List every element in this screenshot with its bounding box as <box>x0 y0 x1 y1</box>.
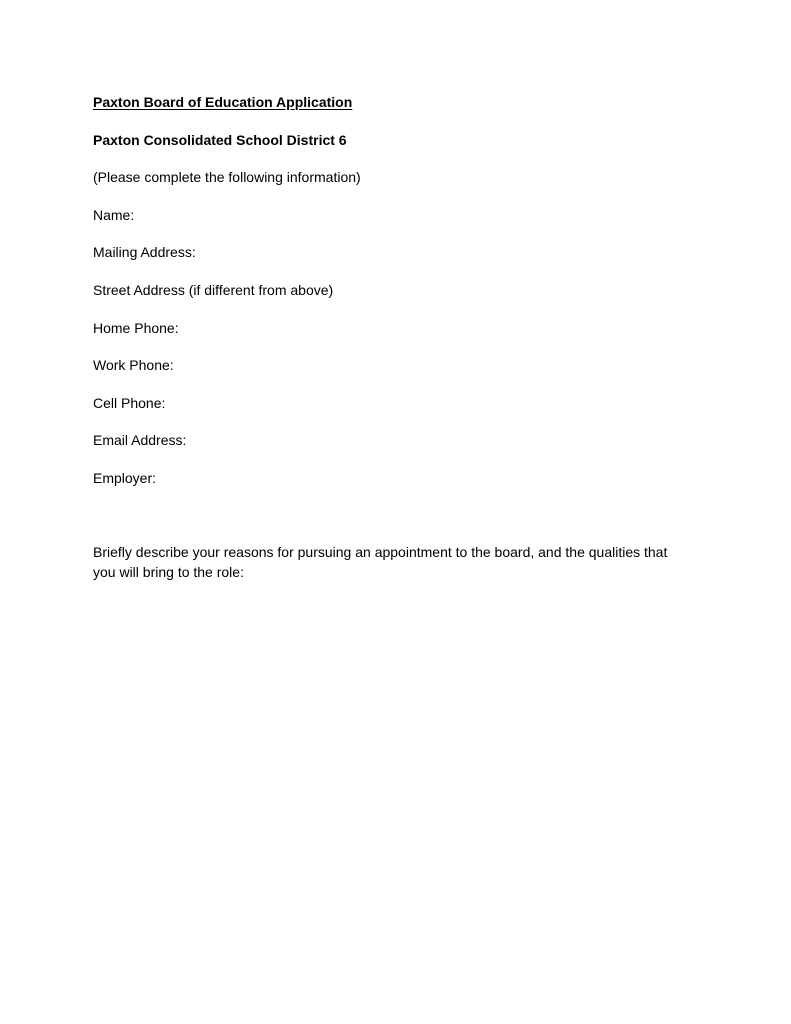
work-phone-field-label: Work Phone: <box>93 357 174 373</box>
instructions-text: (Please complete the following information) <box>93 169 361 185</box>
employer-field-label: Employer: <box>93 470 157 486</box>
reasons-question: Briefly describe your reasons for pursuing an appointment to the board, and the qualities that you will bring to the role: <box>93 544 668 580</box>
mailing-address-field-label: Mailing Address: <box>93 244 196 260</box>
home-phone-field-label: Home Phone: <box>93 320 179 336</box>
district-name: Paxton Consolidated School District 6 <box>93 132 347 148</box>
email-address-field-label: Email Address: <box>93 432 187 448</box>
document-title: Paxton Board of Education Application <box>93 94 353 110</box>
cell-phone-field-label: Cell Phone: <box>93 395 166 411</box>
name-field-label: Name: <box>93 207 135 223</box>
street-address-field-label: Street Address (if different from above) <box>93 282 334 298</box>
